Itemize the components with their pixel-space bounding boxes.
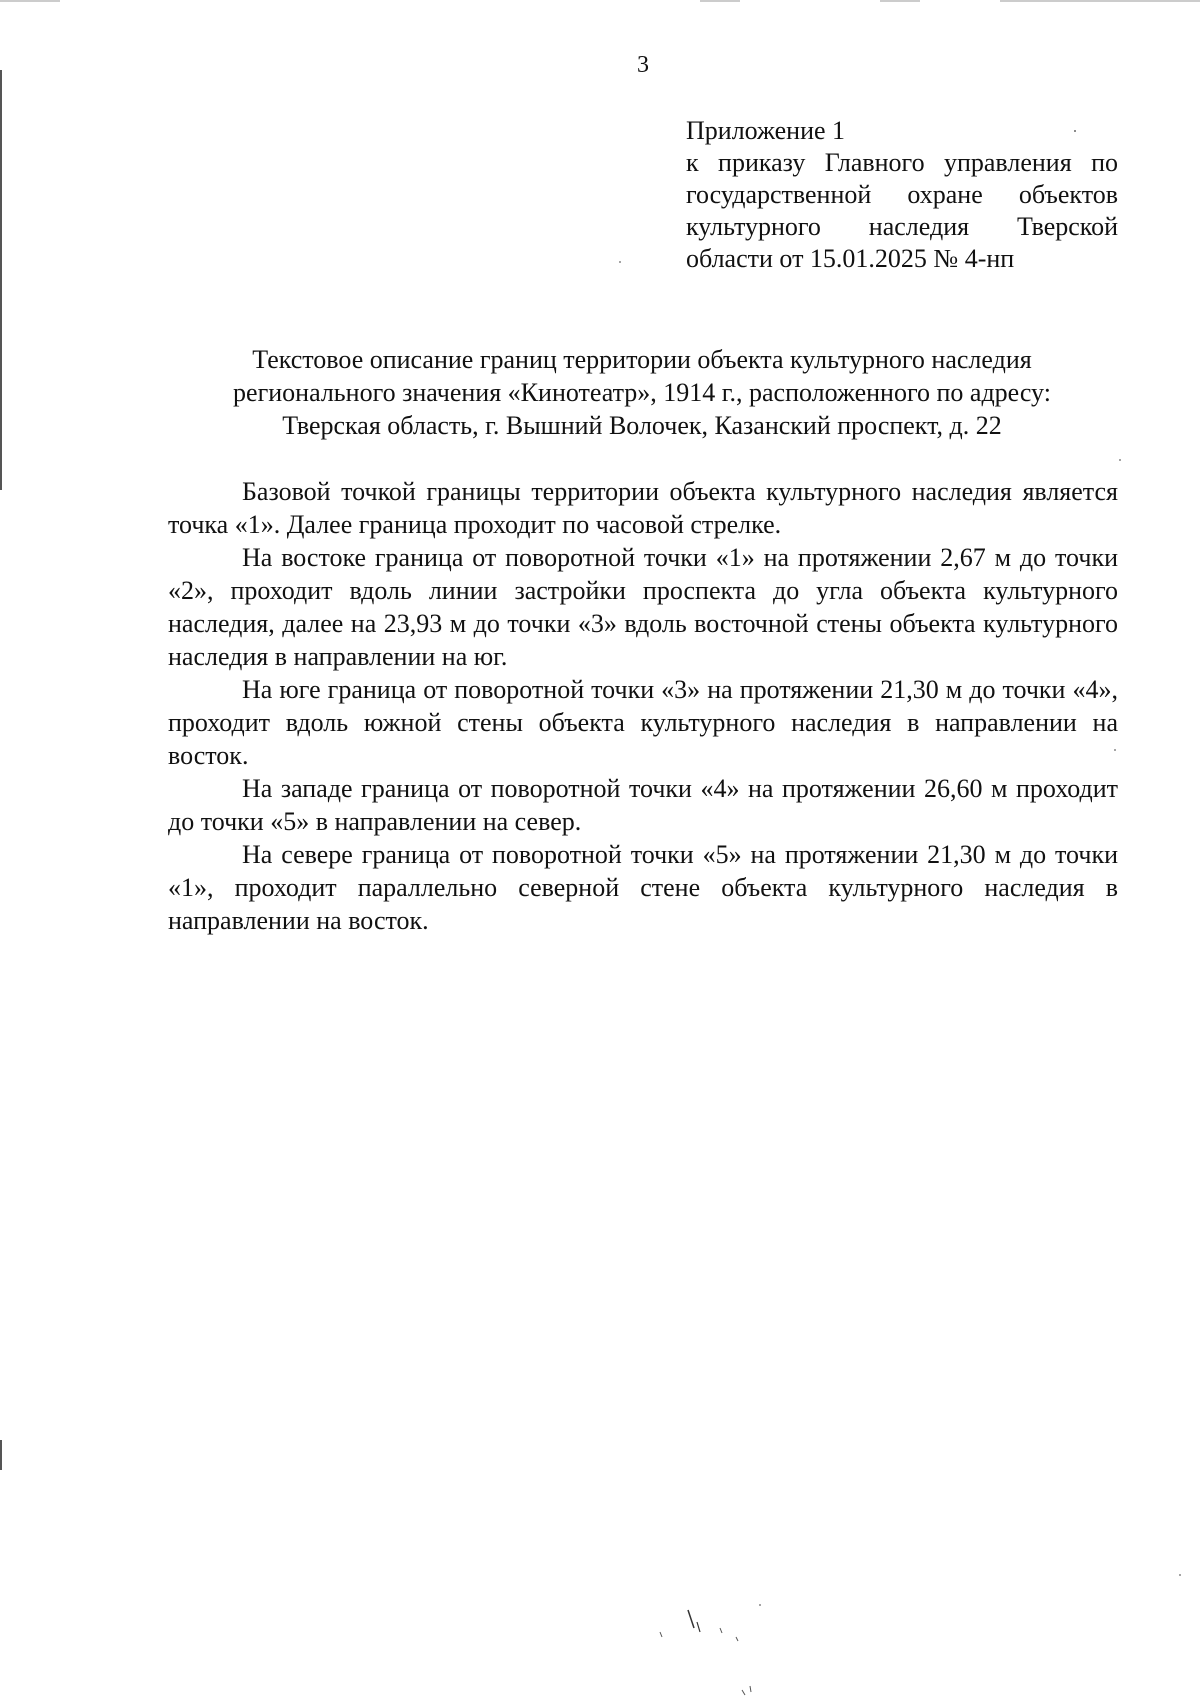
appendix-label: Приложение 1 bbox=[686, 116, 846, 145]
appendix-line: культурного наследия Тверской bbox=[686, 212, 1118, 241]
paragraph-east: На востоке граница от поворотной точки «1» на протяжении 2,67 м до точки «2», проходит вдоль линии застройки проспекта до угла объекта культурного наследия, далее на 23,93 м до точки «3» вдоль восточной стены объекта культурного наследия в направлении на юг. bbox=[168, 543, 1118, 671]
paragraph-north: На севере граница от поворотной точки «5» на протяжении 21,30 м до точки «1», проходит параллельно северной стене объекта культурного наследия в направлении на восток. bbox=[168, 840, 1118, 935]
document-body bbox=[168, 475, 1118, 937]
page-number: 3 bbox=[637, 52, 649, 78]
scan-edge-mark bbox=[0, 1440, 2, 1470]
scan-top-edge bbox=[0, 0, 1200, 2]
title-line: регионального значения «Кинотеатр», 1914 г., расположенного по адресу: bbox=[233, 378, 1051, 407]
paragraph-south: На юге граница от поворотной точки «3» на протяжении 21,30 м до точки «4», проходит вдоль южной стены объекта культурного наследия в направлении на восток. bbox=[168, 675, 1118, 770]
appendix-header bbox=[686, 115, 1118, 275]
paragraph-west: На западе граница от поворотной точки «4» на протяжении 26,60 м проходит до точки «5» в направлении на север. bbox=[168, 774, 1118, 836]
title-line: Тверская область, г. Вышний Волочек, Казанский проспект, д. 22 bbox=[282, 411, 1002, 440]
document-title bbox=[160, 343, 1124, 442]
title-line: Текстовое описание границ территории объекта культурного наследия bbox=[252, 345, 1032, 374]
paragraph-base-point: Базовой точкой границы территории объекта культурного наследия является точка «1». Далее граница проходит по часовой стрелке. bbox=[168, 477, 1118, 539]
appendix-line: области от 15.01.2025 № 4-нп bbox=[686, 244, 1015, 273]
appendix-line: государственной охране объектов bbox=[686, 180, 1118, 209]
appendix-line: к приказу Главного управления по bbox=[686, 148, 1118, 177]
scan-edge-mark bbox=[0, 70, 2, 490]
